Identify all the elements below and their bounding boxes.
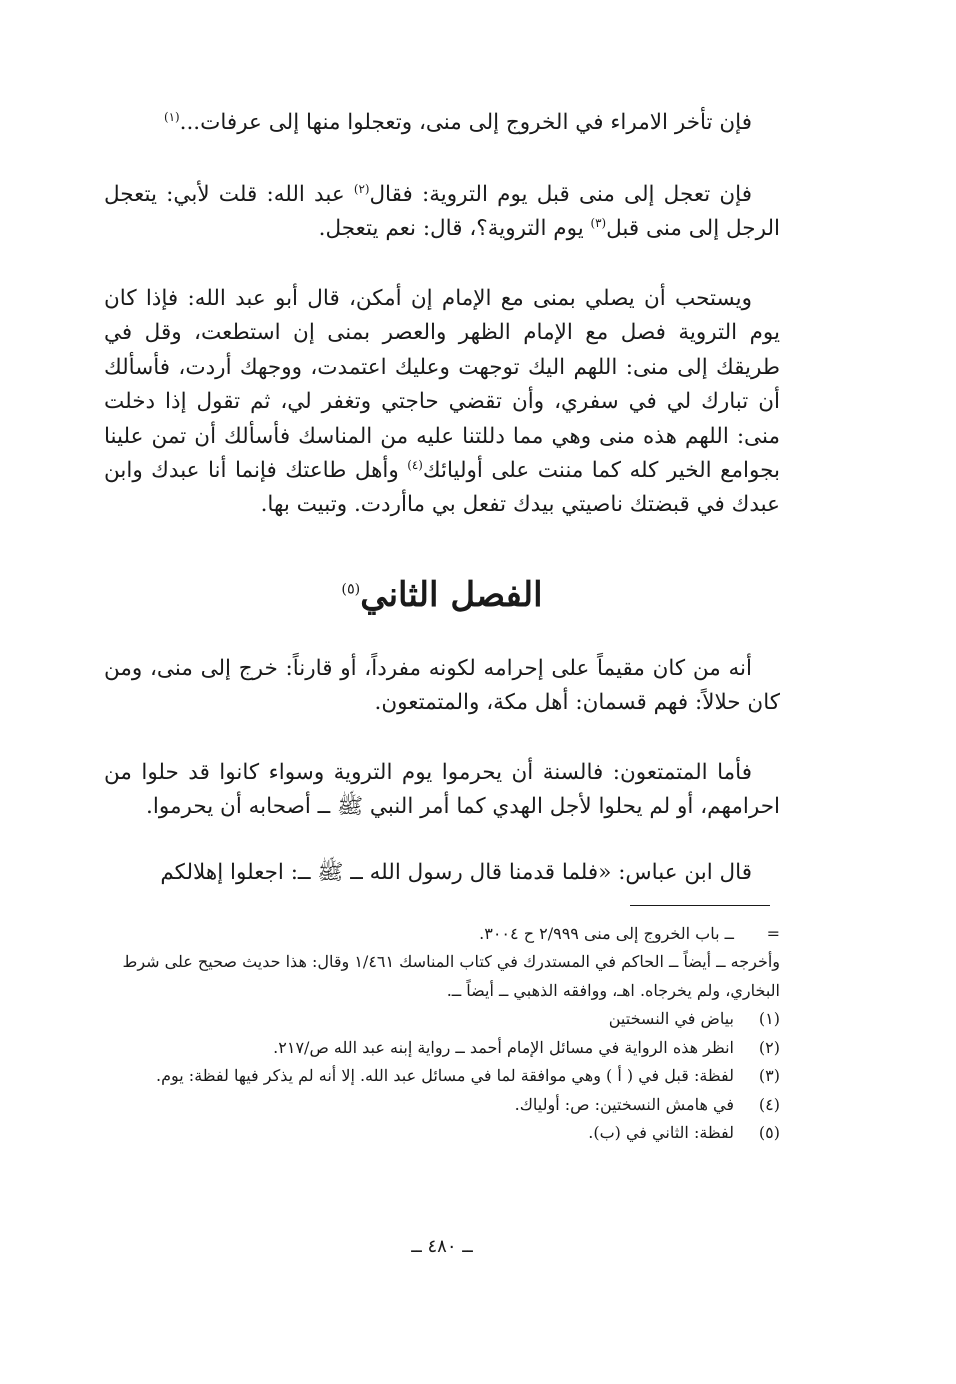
footnote-number: (١) [758, 1009, 780, 1029]
paragraph-text: عبد الله: قلت لأبي: يتعجل الرجل إلى منى قبل [104, 182, 780, 242]
footnote-text: لفظة: قبل في ( أ ) وهي موافقة لما في مسائل عبد الله. إلا أنه لم يذكر فيها لفظة: يوم. [156, 1066, 734, 1086]
footnote-reference: (٣) [590, 216, 607, 231]
footnote-item [104, 1062, 780, 1090]
salutation-glyph: ﷺ [337, 794, 364, 820]
main-text-paragraph-2 [104, 178, 780, 247]
footnote-text: ــ باب الخروج إلى منى ٢/٩٩٩ ح ٣٠٠٤. [479, 924, 734, 943]
page-number: ــ ٤٨٠ ــ [411, 1236, 473, 1257]
chapter-title: الفصل الثاني [360, 575, 543, 615]
footnote-item [104, 1005, 780, 1033]
footnote-separator [630, 905, 770, 906]
footnotes-section [104, 920, 780, 1148]
paragraph-text: قال ابن عباس: «فلما قدمنا قال رسول الله ــ [343, 860, 752, 885]
footnote-item [104, 1034, 780, 1062]
footnote-reference: (١) [164, 109, 180, 124]
footnote-continuation-text: وأخرجه ــ أيضاً ــ الحاكم في المستدرك في كتاب المناسك ١/٤٦١ وقال: هذا حديث صحيح على شرط البخاري، ولم يخرجاه. اهـ، ووافقه الذهبي ــ أيضاً ــ. [122, 952, 780, 1000]
main-text-paragraph-5 [104, 756, 780, 825]
paragraph-text: فإن تأخر الامراء في الخروج إلى منى، وتعجلوا منها إلى عرفات... [179, 110, 752, 135]
footnote-text: انظر هذه الرواية في مسائل الإمام أحمد ــ رواية إبنه عبد الله ص/٢١٧. [273, 1037, 734, 1057]
footnote-item [104, 1091, 780, 1119]
paragraph-text: ويستحب أن يصلي بمنى مع الإمام إن أمكن، قال أبو عبد الله: فإذا كان يوم التروية فصل مع الإمام الظهر والعصر بمنى إن استطعت، وقل في طريقك إلى منى: اللهم اليك توجهت وعليك اعتمدت، ووجهك أردت، فأسألك أن تبارك لي في سفري، وأن تقضي حاجتي وتغفر لي، ثم تقول إذا دخلت منى: اللهم هذه منى وهي مما دللتنا عليه من المناسك فأسألك أن تمن علينا بجوامع الخير كله كما مننت على أوليائك [104, 286, 780, 483]
footnote-number: (٢) [758, 1037, 780, 1057]
paragraph-text: ــ: اجعلوا إهلالكم [160, 860, 318, 885]
paragraph-text: أنه من كان مقيماً على إحرامه لكونه مفرداً، أو قارناً: خرج إلى منى، ومن كان حلالاً: فهم قسمان: أهل مكة، والمتمتعون. [104, 656, 780, 716]
paragraph-text: فأما المتمتعون: فالسنة أن يحرموا يوم التروية وسواء كانوا قد حلوا من احرامهم، أو لم يحلوا لأجل الهدي كما أمر النبي [104, 760, 780, 820]
paragraph-text: وأهل طاعتك فإنما أنا عبدك وابن عبدك في قبضتك ناصيتي بيدك تفعل بي ماأردت. وتبيت بها. [104, 457, 780, 518]
footnote-reference: (٤) [407, 457, 423, 472]
footnote-text: لفظة: الثاني في (ب). [588, 1123, 734, 1143]
footnote-reference: (٢) [353, 181, 370, 196]
chapter-heading [104, 572, 780, 620]
paragraph-text: يوم التروية؟، قال: نعم يتعجل. [318, 216, 591, 242]
paragraph-text: ــ أصحابه أن يحرموا. [146, 794, 338, 820]
footnote-text: في هامش النسختين: ص: أولياك. [514, 1094, 734, 1114]
footnote-continuation [104, 920, 780, 948]
continuation-mark: = [766, 924, 780, 943]
footnote-number: (٤) [758, 1094, 780, 1114]
paragraph-text: فإن تعجل إلى منى قبل يوم التروية: فقال [369, 182, 753, 207]
main-text-paragraph-1 [104, 106, 780, 140]
main-text-paragraph-3 [104, 282, 780, 523]
main-text-paragraph-6 [104, 856, 780, 890]
main-text-paragraph-4 [104, 652, 780, 721]
footnote-number: (٥) [758, 1123, 780, 1143]
footnote-reference: (٥) [341, 581, 361, 598]
footnote-number: (٣) [758, 1066, 780, 1086]
footnote-text: بياض في النسختين [608, 1009, 734, 1029]
salutation-glyph: ﷺ [317, 860, 344, 885]
footnote-item [104, 1119, 780, 1147]
